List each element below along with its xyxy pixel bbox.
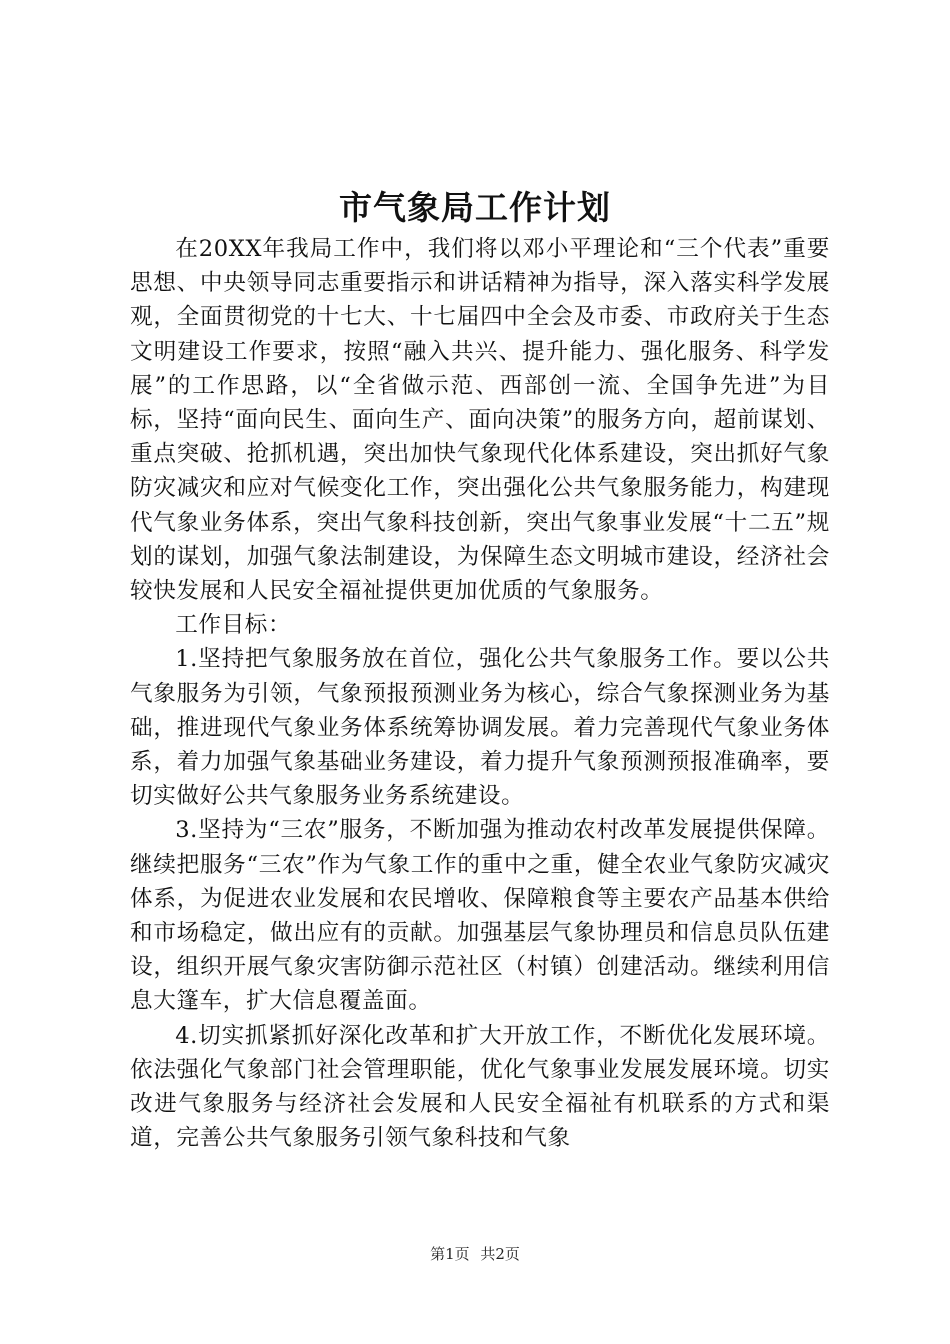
goal-item-1: 1.坚持把气象服务放在首位，强化公共气象服务工作。要以公共气象服务为引领，气象预报预测业务为核心，综合气象探测业务为基础，推进现代气象业务体系统筹协调发展。着力完善现代气象业务体系，着力加强气象基础业务建设，着力提升气象预测预报准确率，要切实做好公共气象服务业务系统建设。 bbox=[130, 646, 830, 810]
document-body bbox=[130, 232, 830, 1155]
intro-paragraph: 在20XX年我局工作中，我们将以邓小平理论和“三个代表”重要思想、中央领导同志重要指示和讲话精神为指导，深入落实科学发展观，全面贯彻党的十七大、十七届四中全会及市委、市政府关于生态文明建设工作要求，按照“融入共兴、提升能力、强化服务、科学发展”的工作思路，以“全省做示范、西部创一流、全国争先进”为目标，坚持“面向民生、面向生产、面向决策”的服务方向，超前谋划、重点突破、抢抓机遇，突出加快气象现代化体系建设，突出抓好气象防灾减灾和应对气候变化工作，突出强化公共气象服务能力，构建现代气象业务体系，突出气象科技创新，突出气象事业发展“十二五”规划的谋划，加强气象法制建设，为保障生态文明城市建设，经济社会较快发展和人民安全福祉提供更加优质的气象服务。 bbox=[130, 236, 830, 605]
goal-item-3: 3.坚持为“三农”服务，不断加强为推动农村改革发展提供保障。继续把服务“三农”作为气象工作的重中之重，健全农业气象防灾减灾体系，为促进农业发展和农民增收、保障粮食等主要农产品基本供给和市场稳定，做出应有的贡献。加强基层气象协理员和信息员队伍建设，组织开展气象灾害防御示范社区（村镇）创建活动。继续利用信息大篷车，扩大信息覆盖面。 bbox=[130, 817, 830, 1015]
goal-item-4: 4.切实抓紧抓好深化改革和扩大开放工作，不断优化发展环境。依法强化气象部门社会管理职能，优化气象事业发展发展环境。切实改进气象服务与经济社会发展和人民安全福祉有机联系的方式和渠道，完善公共气象服务引领气象科技和气象 bbox=[130, 1022, 830, 1152]
page-number: 第1页 bbox=[430, 1245, 470, 1263]
page-title: 市气象局工作计划 bbox=[339, 188, 611, 227]
goals-heading: 工作目标： bbox=[175, 612, 292, 639]
page-total: 共2页 bbox=[480, 1245, 520, 1263]
page-footer bbox=[0, 1243, 950, 1265]
